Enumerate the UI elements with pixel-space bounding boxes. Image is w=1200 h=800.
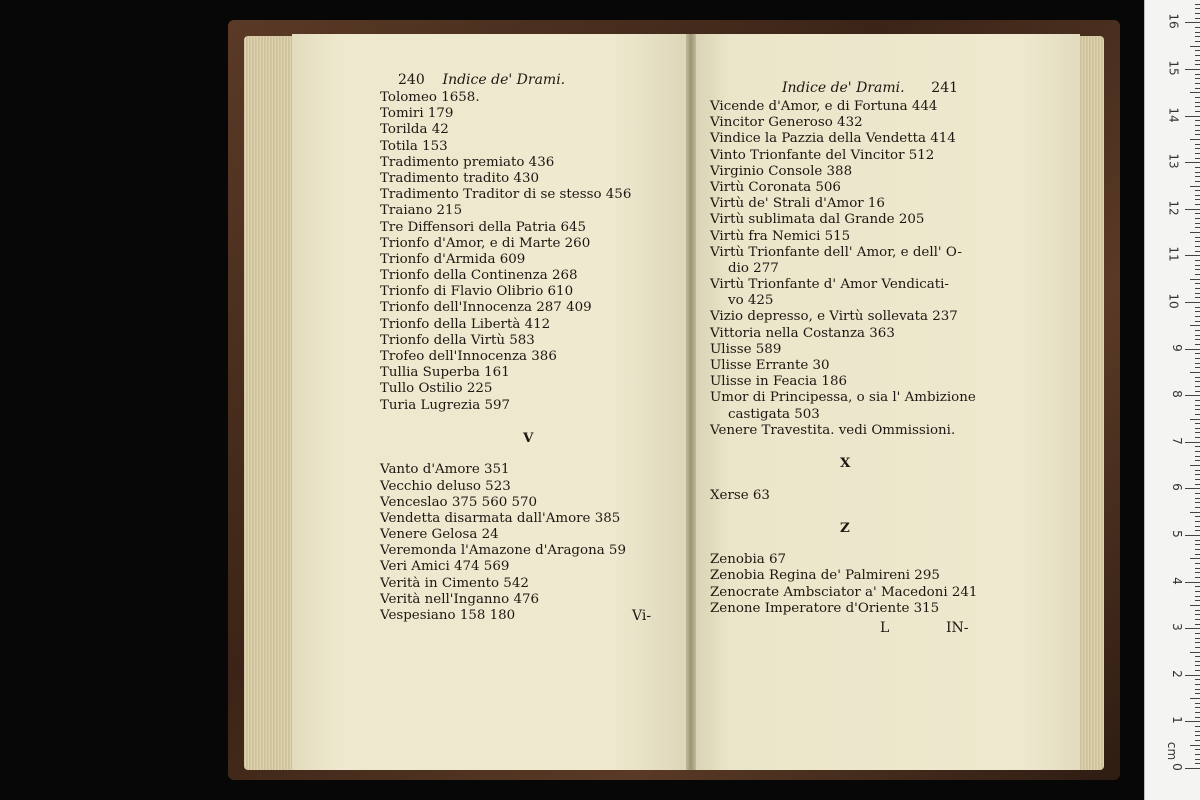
ruler-tick	[1195, 106, 1200, 107]
ruler-tick	[1195, 13, 1200, 14]
ruler-tick	[1195, 358, 1200, 359]
ruler-tick	[1195, 367, 1200, 368]
right-index-entry: Xerse 63	[710, 487, 770, 503]
left-index-entry: Trionfo di Flavio Olibrio 610	[380, 284, 574, 300]
ruler-tick	[1195, 405, 1200, 406]
ruler-tick	[1195, 460, 1200, 461]
ruler-tick	[1195, 97, 1200, 98]
ruler-tick	[1195, 102, 1200, 103]
ruler-tick	[1195, 656, 1200, 657]
left-index-entry: Vespesiano 158 180	[380, 608, 516, 623]
ruler-tick	[1195, 614, 1200, 615]
ruler-tick	[1195, 703, 1200, 704]
ruler-tick	[1195, 260, 1200, 261]
ruler-tick	[1185, 768, 1200, 769]
left-index-entry: Tomiri 179	[380, 106, 454, 122]
ruler-tick	[1195, 227, 1200, 228]
left-catchword: Vi-	[632, 608, 652, 624]
ruler-number: 9	[1170, 343, 1185, 352]
left-index-entry: Torilda 42	[380, 122, 449, 138]
right-index-entry: Ulisse Errante 30	[710, 358, 830, 373]
left-index-entry: Trionfo della Libertà 412	[380, 316, 551, 332]
ruler-tick	[1195, 167, 1200, 168]
ruler-tick	[1195, 88, 1200, 89]
ruler-tick	[1195, 269, 1200, 270]
ruler-tick	[1195, 316, 1200, 317]
ruler-tick	[1190, 419, 1200, 420]
ruler-tick	[1190, 92, 1200, 93]
ruler-tick	[1195, 596, 1200, 597]
ruler-tick	[1195, 717, 1200, 718]
ruler-tick	[1195, 274, 1200, 275]
ruler-tick	[1190, 325, 1200, 326]
left-index-entry: Venere Gelosa 24	[380, 527, 499, 543]
ruler-tick	[1195, 693, 1200, 694]
right-index-entry: Zenone Imperatore d'Oriente 315	[710, 600, 940, 616]
ruler-number: 7	[1170, 436, 1185, 445]
right-index-entry: castigata 503	[728, 406, 820, 422]
ruler-tick	[1195, 353, 1200, 354]
ruler-tick	[1195, 754, 1200, 755]
right-index-entry: Zenobia 67	[710, 552, 787, 568]
ruler-tick	[1195, 339, 1200, 340]
ruler-tick	[1195, 428, 1200, 429]
ruler-tick	[1195, 554, 1200, 555]
ruler-tick	[1185, 349, 1200, 350]
ruler-number: 1	[1170, 716, 1185, 725]
right-catchword: IN-	[946, 620, 969, 636]
ruler-number: 6	[1170, 483, 1185, 492]
ruler-tick	[1195, 498, 1200, 499]
left-index-entry: Trionfo dell'Innocenza 287 409	[380, 300, 592, 316]
right-index-entry: Virtù Trionfante dell' Amor, e dell' O-	[710, 244, 962, 260]
ruler-tick	[1190, 46, 1200, 47]
left-index-entry: Tradimento Traditor di se stesso 456	[380, 187, 632, 203]
right-index-entry: Vicende d'Amor, e di Fortuna 444	[710, 99, 938, 114]
ruler-number: 10	[1166, 293, 1181, 309]
ruler-tick	[1195, 213, 1200, 214]
ruler-tick	[1195, 493, 1200, 494]
ruler-tick	[1195, 330, 1200, 331]
right-index-entry: Vincitor Generoso 432	[710, 115, 863, 131]
ruler-tick	[1195, 624, 1200, 625]
ruler-tick	[1195, 293, 1200, 294]
ruler-tick	[1195, 759, 1200, 760]
ruler-tick	[1195, 158, 1200, 159]
ruler-tick	[1185, 442, 1200, 443]
ruler-tick	[1195, 120, 1200, 121]
ruler-number: 4	[1170, 576, 1185, 585]
ruler-tick	[1195, 479, 1200, 480]
left-spacer	[380, 446, 680, 462]
ruler-tick	[1195, 363, 1200, 364]
left-index-entry: Trionfo d'Amor, e di Marte 260	[380, 235, 591, 251]
right-index-entry: Ulisse 589	[710, 341, 782, 357]
ruler-tick	[1195, 111, 1200, 112]
left-index-entry: Tre Diffensori della Patria 645	[380, 219, 587, 235]
ruler-tick	[1190, 232, 1200, 233]
right-index-entry: Vittoria nella Costanza 363	[710, 325, 895, 341]
ruler-number: 12	[1166, 200, 1181, 216]
right-index-entry: Virtù de' Strali d'Amor 16	[710, 196, 885, 212]
ruler-tick	[1195, 83, 1200, 84]
ruler-tick	[1190, 652, 1200, 653]
ruler-tick	[1195, 297, 1200, 298]
left-index-entry: Trionfo della Continenza 268	[380, 268, 578, 284]
ruler-tick	[1195, 540, 1200, 541]
left-running-head-title: Indice de' Drami.	[442, 72, 566, 88]
ruler-tick	[1185, 582, 1200, 583]
right-section-letter: Z	[840, 519, 850, 536]
ruler-tick	[1195, 740, 1200, 741]
ruler-tick	[1195, 502, 1200, 503]
book-gutter	[686, 34, 696, 770]
ruler-tick	[1195, 181, 1200, 182]
left-index-entry: Traiano 215	[380, 203, 463, 219]
ruler-tick	[1190, 558, 1200, 559]
ruler-tick	[1195, 563, 1200, 564]
ruler-tick	[1195, 549, 1200, 550]
ruler-tick	[1195, 749, 1200, 750]
ruler-tick	[1185, 721, 1200, 722]
right-index-entry: Ulisse in Feacia 186	[710, 374, 847, 390]
ruler-tick	[1190, 605, 1200, 606]
ruler-tick	[1195, 432, 1200, 433]
ruler-number: 15	[1166, 60, 1181, 76]
ruler-tick	[1195, 437, 1200, 438]
ruler-tick	[1190, 186, 1200, 187]
ruler-tick	[1195, 144, 1200, 145]
right-spacer	[710, 504, 1080, 520]
right-index-entry: Virtù Trionfante d' Amor Vendicati-	[710, 277, 949, 293]
ruler-tick	[1195, 456, 1200, 457]
ruler-tick	[1195, 516, 1200, 517]
ruler-tick	[1195, 763, 1200, 764]
ruler-tick	[1195, 451, 1200, 452]
ruler-tick	[1195, 130, 1200, 131]
ruler-tick	[1195, 386, 1200, 387]
ruler-tick	[1195, 8, 1200, 9]
ruler-tick	[1195, 4, 1200, 5]
ruler-tick	[1195, 591, 1200, 592]
ruler-number: 0	[1170, 763, 1185, 771]
right-page-number: 241	[931, 80, 959, 96]
ruler-tick	[1185, 209, 1200, 210]
left-index-entry: Veremonda l'Amazone d'Aragona 59	[380, 543, 626, 559]
right-index-entry: Vinto Trionfante del Vincitor 512	[710, 147, 935, 163]
right-index-entry: Umor di Principessa, o sia l' Ambizione	[710, 390, 976, 406]
ruler-number: 14	[1166, 106, 1181, 123]
left-index-entry: Tradimento premiato 436	[380, 154, 555, 170]
ruler-tick	[1195, 474, 1200, 475]
ruler-tick	[1195, 60, 1200, 61]
ruler-tick	[1195, 423, 1200, 424]
right-spacer	[710, 439, 1080, 455]
ruler-unit-label: cm	[1164, 741, 1179, 761]
ruler-tick	[1190, 279, 1200, 280]
ruler-tick	[1185, 162, 1200, 163]
left-index-entry: Tullo Ostilio 225	[380, 381, 493, 397]
right-index-entry: Virtù fra Nemici 515	[710, 228, 851, 244]
left-index-entry: Vanto d'Amore 351	[380, 462, 510, 478]
ruler-tick	[1195, 670, 1200, 671]
left-index-entry: Trofeo dell'Innocenza 386	[380, 349, 557, 364]
ruler-tick	[1190, 512, 1200, 513]
ruler-tick	[1195, 307, 1200, 308]
ruler-tick	[1195, 195, 1200, 196]
left-index-entry: Venceslao 375 560 570	[380, 494, 538, 510]
ruler-tick	[1195, 18, 1200, 19]
ruler-tick	[1190, 139, 1200, 140]
ruler-tick	[1195, 204, 1200, 205]
right-index-entry: Zenobia Regina de' Palmireni 295	[710, 568, 940, 584]
right-index-entry: Virtù sublimata dal Grande 205	[710, 212, 925, 228]
left-page-number: 240	[398, 72, 425, 88]
left-index-entry: Turia Lugrezia 597	[380, 397, 511, 413]
right-index-entry: Virtù Coronata 506	[710, 179, 841, 195]
ruler-tick	[1195, 400, 1200, 401]
ruler-tick	[1195, 544, 1200, 545]
ruler-tick	[1195, 619, 1200, 620]
ruler-tick	[1195, 311, 1200, 312]
left-index-entry: Trionfo d'Armida 609	[380, 251, 526, 267]
ruler-tick	[1195, 64, 1200, 65]
ruler-tick	[1195, 199, 1200, 200]
right-index-entry: dio 277	[728, 260, 779, 276]
ruler-tick	[1195, 665, 1200, 666]
ruler-tick	[1195, 344, 1200, 345]
ruler-tick	[1185, 488, 1200, 489]
ruler-tick	[1195, 335, 1200, 336]
ruler-tick	[1195, 731, 1200, 732]
right-spacer	[710, 471, 1080, 487]
ruler-number: 2	[1170, 669, 1185, 678]
ruler-tick	[1195, 172, 1200, 173]
ruler-tick	[1195, 586, 1200, 587]
ruler-number: 11	[1166, 246, 1181, 263]
ruler-tick	[1195, 78, 1200, 79]
right-running-head	[782, 80, 958, 96]
ruler-tick	[1195, 726, 1200, 727]
left-index-entry: Trionfo della Virtù 583	[380, 332, 535, 348]
left-index-entry: Vendetta disarmata dall'Amore 385	[380, 510, 621, 526]
right-spacer	[710, 536, 1080, 552]
ruler-tick	[1195, 633, 1200, 634]
ruler-tick	[1195, 377, 1200, 378]
left-running-head	[398, 72, 565, 88]
ruler-tick	[1190, 465, 1200, 466]
left-index-entry: Verità nell'Inganno 476	[380, 591, 540, 607]
ruler-tick	[1195, 134, 1200, 135]
left-index-entry: Veri Amici 474 569	[380, 559, 510, 575]
ruler-number: 5	[1170, 530, 1185, 538]
ruler-tick	[1195, 74, 1200, 75]
ruler-tick	[1195, 735, 1200, 736]
ruler-tick	[1185, 116, 1200, 117]
ruler-tick	[1195, 484, 1200, 485]
ruler-tick	[1195, 176, 1200, 177]
ruler-tick	[1195, 642, 1200, 643]
left-index-entry: Vecchio deluso 523	[380, 478, 511, 494]
right-index-entry: vo 425	[728, 293, 774, 309]
right-index-entry: Vindice la Pazzia della Vendetta 414	[710, 131, 956, 147]
ruler-tick	[1195, 190, 1200, 191]
ruler-tick	[1195, 27, 1200, 28]
ruler-tick	[1195, 661, 1200, 662]
ruler-tick	[1185, 302, 1200, 303]
ruler-tick	[1195, 55, 1200, 56]
ruler-number: 13	[1166, 153, 1181, 169]
ruler-tick	[1195, 470, 1200, 471]
ruler-tick	[1195, 414, 1200, 415]
right-signature-mark: L	[880, 620, 890, 636]
ruler-tick	[1195, 577, 1200, 578]
ruler-tick	[1195, 409, 1200, 410]
right-page-edges	[1078, 36, 1104, 770]
ruler-tick	[1195, 446, 1200, 447]
left-index-entry: Tullia Superba 161	[380, 365, 510, 381]
right-index-entry: Zenocrate Ambsciator a' Macedoni 241	[710, 584, 978, 600]
ruler-tick	[1195, 41, 1200, 42]
ruler-tick	[1195, 218, 1200, 219]
ruler-tick	[1195, 125, 1200, 126]
ruler-tick	[1195, 288, 1200, 289]
ruler-number: 16	[1166, 13, 1181, 30]
ruler-tick	[1195, 521, 1200, 522]
right-running-head-title: Indice de' Drami.	[782, 80, 905, 96]
ruler-tick	[1195, 223, 1200, 224]
ruler-tick	[1190, 698, 1200, 699]
ruler-tick	[1185, 22, 1200, 23]
right-index-entry: Vizio depresso, e Virtù sollevata 237	[710, 309, 958, 325]
left-index-entry: Tradimento tradito 430	[380, 170, 539, 186]
ruler-tick	[1195, 283, 1200, 284]
ruler-tick	[1195, 507, 1200, 508]
left-index-entry: Totila 153	[380, 138, 448, 154]
ruler-tick	[1195, 32, 1200, 33]
ruler-tick	[1195, 707, 1200, 708]
ruler-tick	[1195, 50, 1200, 51]
ruler-tick	[1195, 251, 1200, 252]
left-index-entry: Verità in Cimento 542	[380, 575, 529, 591]
ruler-tick	[1190, 745, 1200, 746]
ruler-tick	[1195, 679, 1200, 680]
measuring-ruler	[1144, 0, 1200, 800]
ruler-tick	[1195, 381, 1200, 382]
ruler-tick	[1195, 265, 1200, 266]
left-index-entry: Tolomeo 1658.	[380, 90, 480, 105]
ruler-tick	[1195, 153, 1200, 154]
left-spacer	[380, 414, 680, 430]
right-index-entry: Virginio Console 388	[710, 163, 853, 179]
ruler-tick	[1185, 395, 1200, 396]
ruler-tick	[1185, 535, 1200, 536]
ruler-tick	[1185, 69, 1200, 70]
ruler-tick	[1185, 255, 1200, 256]
ruler-tick	[1195, 684, 1200, 685]
ruler-tick	[1195, 148, 1200, 149]
ruler-tick	[1195, 241, 1200, 242]
ruler-tick	[1190, 372, 1200, 373]
left-section-letter: V	[523, 429, 534, 446]
right-index-list	[710, 99, 1080, 617]
ruler-tick	[1195, 610, 1200, 611]
right-index-entry: Venere Travestita. vedi Ommissioni.	[710, 422, 956, 438]
ruler-tick	[1195, 572, 1200, 573]
ruler-tick	[1195, 712, 1200, 713]
right-section-letter: X	[840, 455, 851, 472]
ruler-tick	[1195, 391, 1200, 392]
ruler-tick	[1195, 600, 1200, 601]
ruler-tick	[1195, 237, 1200, 238]
ruler-tick	[1195, 689, 1200, 690]
ruler-tick	[1195, 36, 1200, 37]
ruler-tick	[1195, 321, 1200, 322]
ruler-tick	[1195, 246, 1200, 247]
ruler-number: 3	[1170, 623, 1185, 632]
left-index-list	[380, 90, 680, 624]
ruler-tick	[1195, 530, 1200, 531]
ruler-tick	[1185, 675, 1200, 676]
ruler-tick	[1185, 628, 1200, 629]
ruler-number: 8	[1170, 390, 1185, 399]
ruler-tick	[1195, 647, 1200, 648]
ruler-tick	[1195, 526, 1200, 527]
ruler-tick	[1195, 568, 1200, 569]
ruler-tick	[1195, 638, 1200, 639]
